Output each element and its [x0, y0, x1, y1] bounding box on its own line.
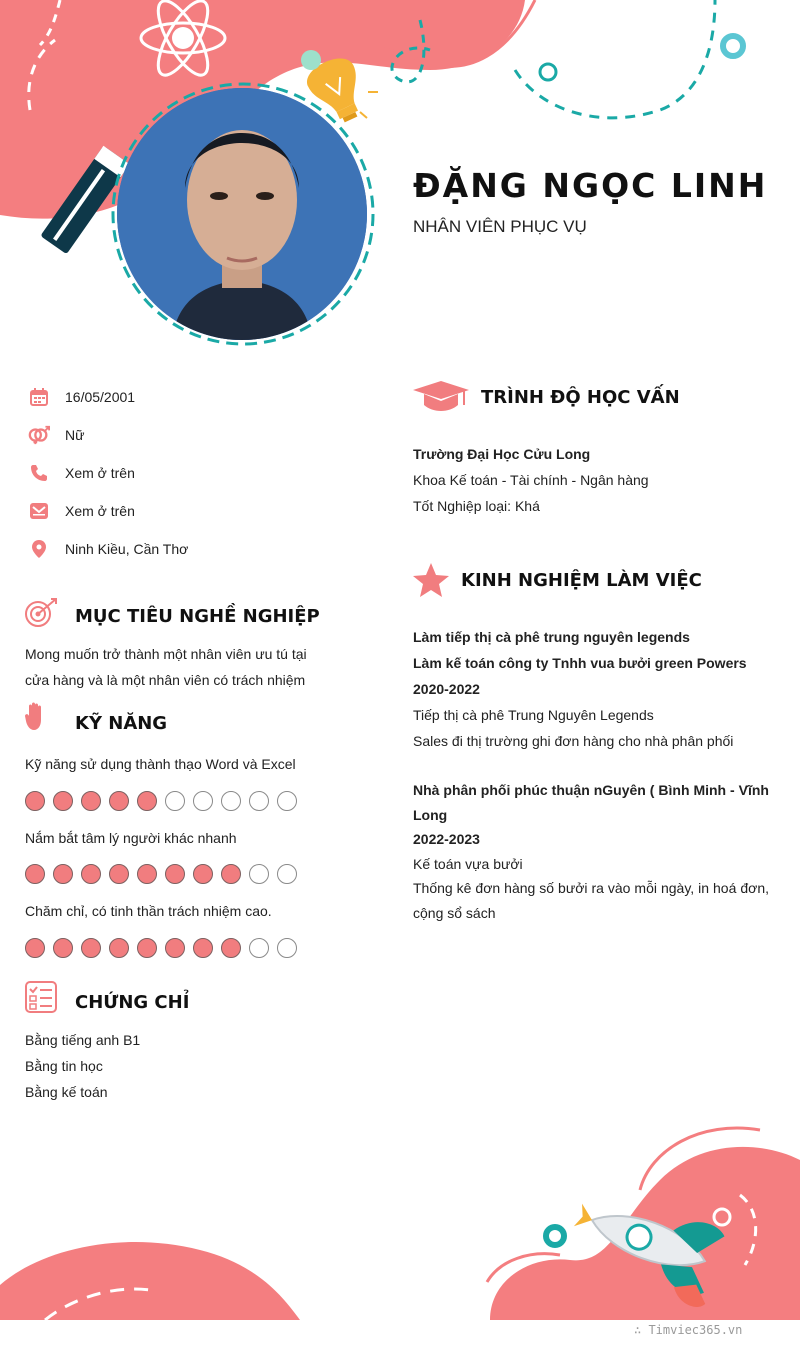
gender-icon: [28, 424, 50, 446]
objective-line: Mong muốn trở thành một nhân viên ưu tú tại: [25, 646, 307, 662]
certificate-item: Bằng kế toán: [25, 1084, 108, 1100]
rating-dot-filled: [221, 938, 241, 958]
rating-dot-filled: [193, 938, 213, 958]
experience-item: [413, 624, 769, 754]
rating-dot-empty: [165, 791, 185, 811]
rating-dot-empty: [249, 791, 269, 811]
rating-dot-empty: [221, 791, 241, 811]
graduation-grade: Tốt Nghiệp loại: Khá: [413, 498, 540, 514]
rating-dot-empty: [277, 938, 297, 958]
job-company: Nhà phân phối phúc thuận nGuyên ( Bình Minh - Vĩnh: [413, 782, 769, 798]
experience-title: KINH NGHIỆM LÀM VIỆC: [461, 570, 702, 591]
rating-dot-filled: [53, 864, 73, 884]
certificate-item: Bằng tin học: [25, 1058, 103, 1074]
rating-dot-filled: [137, 938, 157, 958]
avatar: [117, 88, 367, 340]
rating-dot-empty: [277, 864, 297, 884]
rating-dot-filled: [25, 938, 45, 958]
objective-title: MỤC TIÊU NGHỀ NGHIỆP: [75, 606, 320, 627]
target-icon: [25, 597, 59, 634]
education-details: [413, 441, 649, 519]
email-icon: [28, 500, 50, 522]
rating-dot-empty: [277, 791, 297, 811]
school-name: Trường Đại Học Cửu Long: [413, 446, 591, 462]
contact-location: [28, 537, 358, 561]
hand-icon: [25, 702, 47, 737]
location-text: Ninh Kiều, Cần Thơ: [65, 541, 189, 557]
star-icon: [413, 563, 449, 602]
phone-text: Xem ở trên: [65, 465, 135, 481]
contact-birthdate: [28, 385, 358, 409]
skill-rating: [25, 938, 297, 958]
rating-dot-filled: [165, 938, 185, 958]
rating-dot-filled: [137, 864, 157, 884]
candidate-name: ĐẶNG NGỌC LINH: [413, 166, 768, 205]
rating-dot-filled: [81, 864, 101, 884]
objective-line: cửa hàng và là một nhân viên có trách nhiệm: [25, 672, 306, 688]
job-company: Long: [413, 806, 448, 823]
candidate-role: NHÂN VIÊN PHỤC VỤ: [413, 217, 587, 236]
certificate-item: Bằng tiếng anh B1: [25, 1032, 141, 1048]
experience-item: [413, 778, 769, 925]
faculty-name: Khoa Kế toán - Tài chính - Ngân hàng: [413, 472, 649, 488]
rating-dot-filled: [53, 938, 73, 958]
job-period: 2020-2022: [413, 681, 480, 697]
certificates-list: [25, 1027, 140, 1105]
contact-phone: [28, 461, 358, 485]
rating-dot-filled: [165, 864, 185, 884]
job-detail: Sales đi thị trường ghi đơn hàng cho nhà phân phối: [413, 733, 734, 749]
portrait-image: [117, 88, 367, 340]
rating-dot-filled: [25, 864, 45, 884]
job-detail: cộng sổ sách: [413, 904, 496, 921]
job-company: Làm kế toán công ty Tnhh vua bưởi green Powers: [413, 655, 747, 671]
rating-dot-filled: [109, 864, 129, 884]
watermark-brand: ∴ Timviec365.vn: [634, 1323, 743, 1337]
rating-dot-filled: [109, 938, 129, 958]
job-detail: Thống kê đơn hàng số bưởi ra vào mỗi ngày, in hoá đơn,: [413, 880, 769, 896]
gender-text: Nữ: [65, 427, 85, 443]
rating-dot-empty: [249, 864, 269, 884]
job-company: Làm tiếp thị cà phê trung nguyên legends: [413, 629, 690, 645]
rating-dot-filled: [81, 791, 101, 811]
location-icon: [28, 538, 50, 560]
rating-dot-filled: [109, 791, 129, 811]
job-period: 2022-2023: [413, 831, 480, 847]
email-text: Xem ở trên: [65, 503, 135, 519]
rating-dot-empty: [193, 791, 213, 811]
rating-dot-empty: [249, 938, 269, 958]
skill-rating: [25, 864, 297, 884]
objective-text: [25, 641, 307, 693]
rating-dot-filled: [221, 864, 241, 884]
contact-gender: [28, 423, 358, 447]
birthdate-text: 16/05/2001: [65, 389, 136, 405]
contact-email: [28, 499, 358, 523]
rating-dot-filled: [193, 864, 213, 884]
skill-label: Nắm bắt tâm lý người khác nhanh: [25, 830, 237, 846]
rating-dot-filled: [137, 791, 157, 811]
skill-label: Chăm chỉ, có tinh thần trách nhiệm cao.: [25, 903, 272, 919]
phone-icon: [28, 462, 50, 484]
graduation-cap-icon: [413, 381, 469, 418]
rating-dot-filled: [25, 791, 45, 811]
calendar-icon: [28, 386, 50, 408]
skills-title: KỸ NĂNG: [75, 713, 168, 734]
rating-dot-filled: [53, 791, 73, 811]
skill-label: Kỹ năng sử dụng thành thạo Word và Excel: [25, 756, 296, 772]
checklist-icon: [25, 981, 57, 1018]
job-detail: Tiếp thị cà phê Trung Nguyên Legends: [413, 707, 654, 723]
job-detail: Kế toán vựa bưởi: [413, 855, 523, 872]
certificates-title: CHỨNG CHỈ: [75, 992, 190, 1013]
skill-rating: [25, 791, 297, 811]
rating-dot-filled: [81, 938, 101, 958]
education-title: TRÌNH ĐỘ HỌC VẤN: [481, 387, 680, 408]
